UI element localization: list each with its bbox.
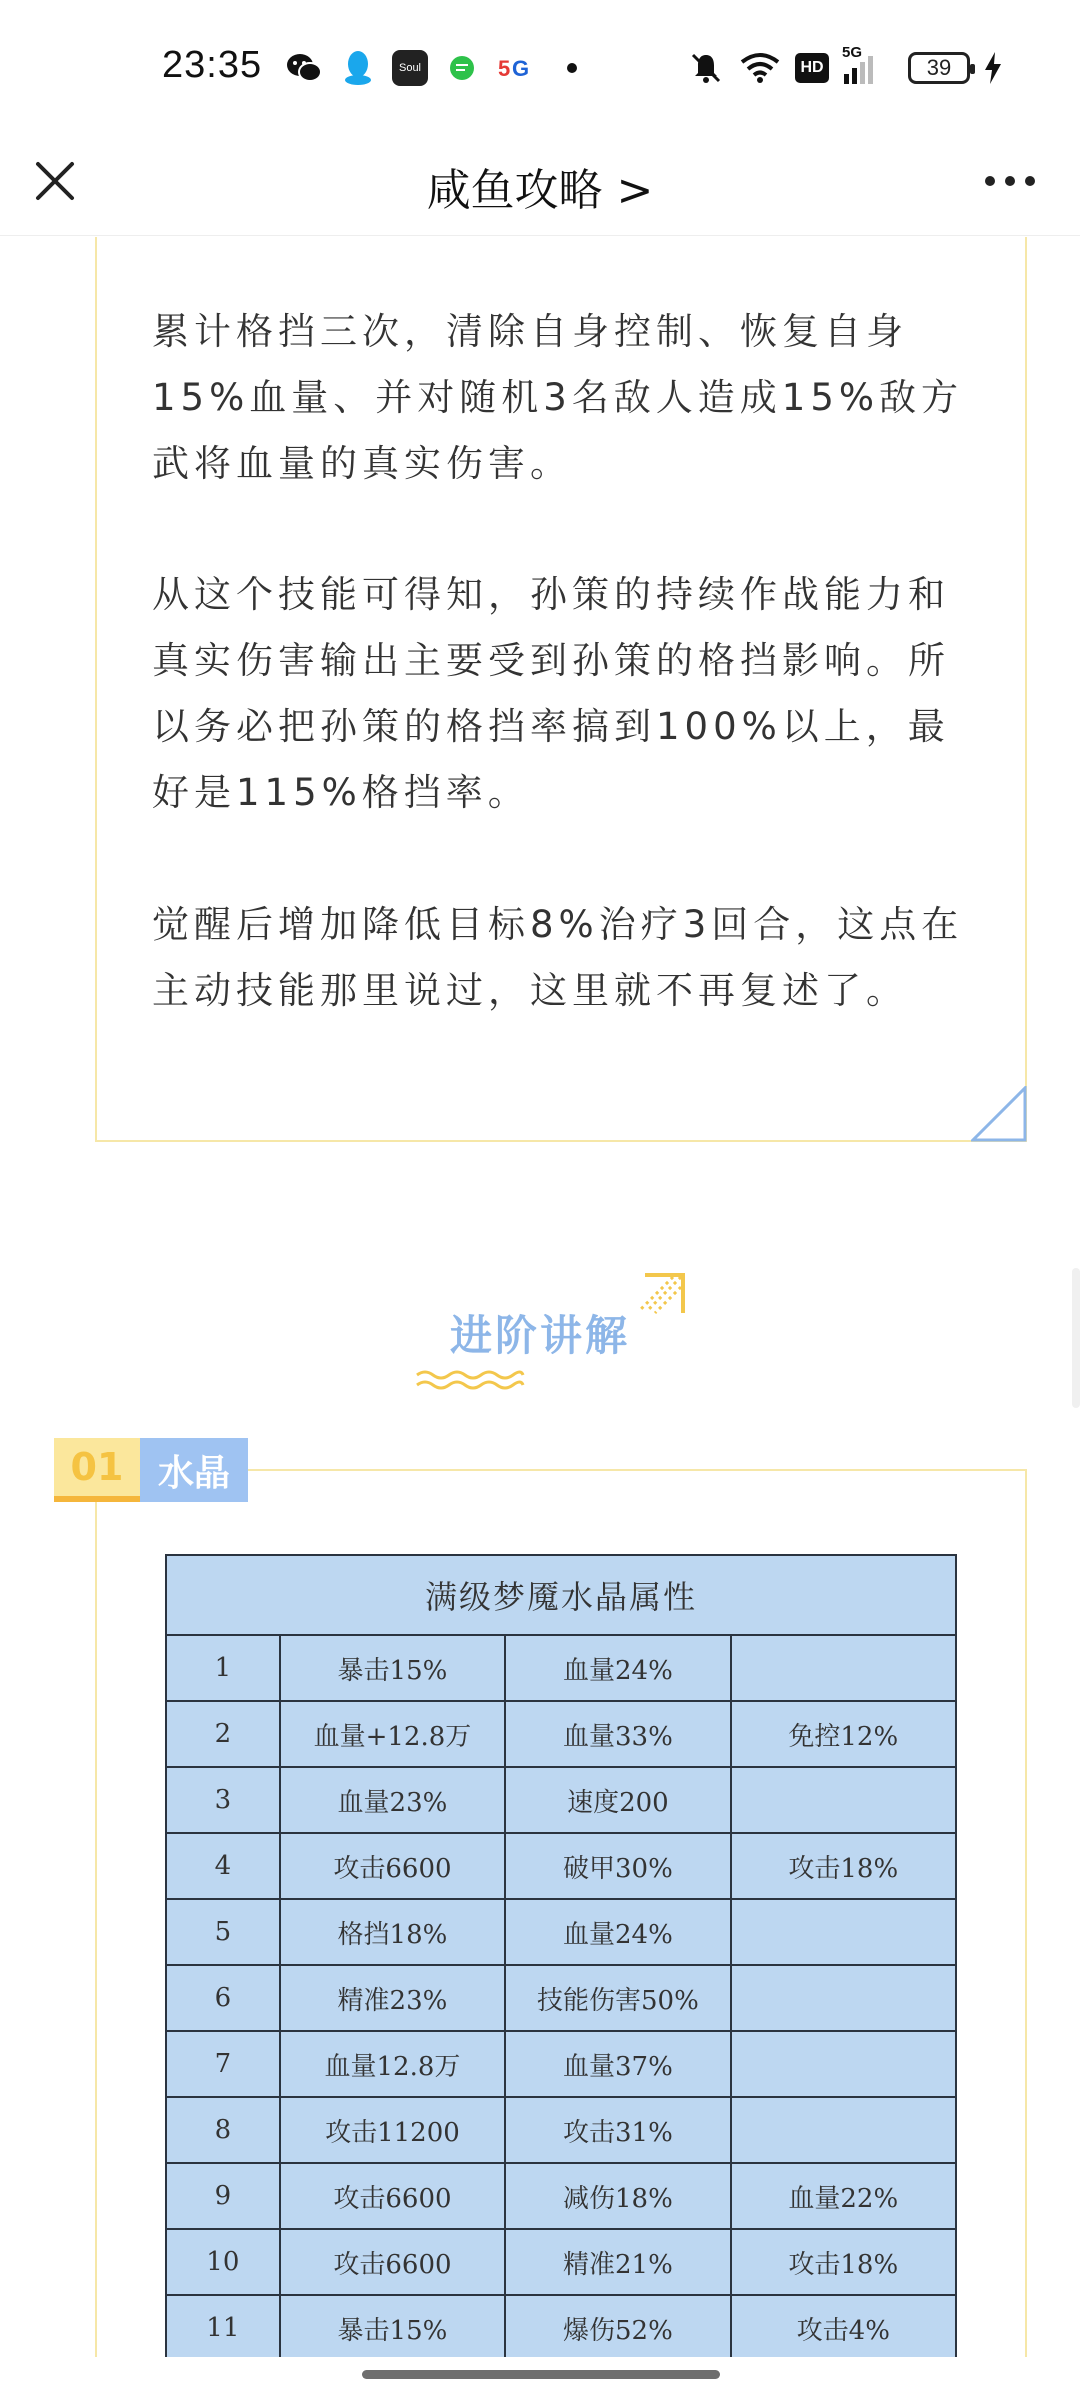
paragraph-1: 累计格挡三次，清除自身控制、恢复自身15%血量、并对随机3名敌人造成15%敌方武将血量的真实伤害。: [152, 310, 964, 485]
table-cell: 攻击31%: [505, 2097, 730, 2163]
signal-label: 5G: [842, 44, 863, 61]
table-row: [166, 2031, 956, 2097]
mute-icon: [688, 50, 724, 86]
table-cell-index: 7: [166, 2031, 280, 2097]
table-cell: 精准21%: [505, 2229, 730, 2295]
table-cell: 暴击15%: [280, 1635, 505, 1701]
table-cell: 爆伤52%: [505, 2295, 730, 2357]
crystal-attribute-table: [165, 1554, 957, 2357]
table-cell-index: 2: [166, 1701, 280, 1767]
table-cell: 攻击11200: [280, 2097, 505, 2163]
table-cell: 精准23%: [280, 1965, 505, 2031]
subsection-number: 01: [54, 1438, 140, 1502]
table-cell-index: 10: [166, 2229, 280, 2295]
dot-icon: [562, 50, 582, 86]
table-cell-index: 11: [166, 2295, 280, 2357]
table-row: [166, 1833, 956, 1899]
article-content[interactable]: [0, 237, 1080, 2357]
status-bar: [0, 0, 1080, 136]
corner-decoration-icon: [971, 1086, 1027, 1142]
table-cell: [731, 2097, 956, 2163]
status-time: 23:35: [162, 44, 263, 86]
table-cell-index: 8: [166, 2097, 280, 2163]
table-header-row: [166, 1555, 956, 1635]
5g-app-icon: [494, 50, 538, 86]
table-cell: [731, 1965, 956, 2031]
wifi-icon: [738, 50, 782, 86]
text-card: [95, 237, 1027, 1142]
table-cell: 破甲30%: [505, 1833, 730, 1899]
subsection-label: 水晶: [140, 1438, 248, 1502]
table-cell: 减伤18%: [505, 2163, 730, 2229]
table-cell: 暴击15%: [280, 2295, 505, 2357]
table-title: 满级梦魇水晶属性: [166, 1555, 956, 1635]
table-cell: 血量24%: [505, 1635, 730, 1701]
table-cell: 免控12%: [731, 1701, 956, 1767]
table-cell: 格挡18%: [280, 1899, 505, 1965]
table-cell-index: 3: [166, 1767, 280, 1833]
soul-app-label: Soul: [392, 50, 428, 86]
svg-text:G: G: [512, 56, 530, 81]
table-cell: [731, 2031, 956, 2097]
table-cell-index: 9: [166, 2163, 280, 2229]
table-cell: 攻击4%: [731, 2295, 956, 2357]
qq-icon: [338, 50, 378, 86]
table-cell: 攻击6600: [280, 2229, 505, 2295]
table-cell: 血量12.8万: [280, 2031, 505, 2097]
table-row: [166, 2295, 956, 2357]
hd-label: HD: [795, 53, 829, 83]
table-cell-index: 4: [166, 1833, 280, 1899]
section-title: 进阶讲解: [449, 1311, 630, 1360]
table-row: [166, 1965, 956, 2031]
charging-icon: [980, 50, 1006, 86]
table-cell: [731, 1899, 956, 1965]
table-row: [166, 1899, 956, 1965]
svg-text:5: 5: [498, 56, 511, 81]
wechat-icon: [284, 50, 324, 86]
scroll-handle[interactable]: [1072, 1268, 1080, 1408]
paragraph-2: 从这个技能可得知，孙策的持续作战能力和真实伤害输出主要受到孙策的格挡影响。所以务必把孙策的格挡率搞到100%以上，最好是115%格挡率。: [152, 573, 950, 814]
table-cell: 血量23%: [280, 1767, 505, 1833]
home-indicator[interactable]: [362, 2370, 720, 2379]
table-cell-index: 1: [166, 1635, 280, 1701]
paragraph-3: 觉醒后增加降低目标8%治疗3回合，这点在主动技能那里说过，这里就不再复述了。: [152, 903, 964, 1012]
table-cell: 血量33%: [505, 1701, 730, 1767]
battery-icon: 39: [908, 52, 970, 84]
table-cell: [731, 1767, 956, 1833]
table-cell-index: 6: [166, 1965, 280, 2031]
section-header: [0, 1267, 1080, 1397]
table-cell: 攻击6600: [280, 2163, 505, 2229]
table-row: [166, 2097, 956, 2163]
table-cell: [731, 1635, 956, 1701]
soul-app-icon: [390, 50, 430, 86]
table-cell: 速度200: [505, 1767, 730, 1833]
table-cell: 攻击18%: [731, 2229, 956, 2295]
table-cell-index: 5: [166, 1899, 280, 1965]
table-row: [166, 2163, 956, 2229]
table-row: [166, 1701, 956, 1767]
table-row: [166, 1635, 956, 1701]
table-cell: 技能伤害50%: [505, 1965, 730, 2031]
hd-icon: [794, 50, 830, 86]
cellular-signal-icon: [842, 44, 892, 86]
table-row: [166, 2229, 956, 2295]
table-cell: 血量22%: [731, 2163, 956, 2229]
table-cell: 血量+12.8万: [280, 1701, 505, 1767]
table-row: [166, 1767, 956, 1833]
message-icon: [442, 50, 482, 86]
nav-title[interactable]: 咸鱼攻略 >: [426, 165, 654, 216]
table-cell: 血量37%: [505, 2031, 730, 2097]
table-cell: 攻击6600: [280, 1833, 505, 1899]
table-cell: 血量24%: [505, 1899, 730, 1965]
table-cell: 攻击18%: [731, 1833, 956, 1899]
wave-decoration-icon: [415, 1367, 525, 1397]
more-icon[interactable]: [980, 166, 1040, 196]
nav-bar: [0, 136, 1080, 236]
